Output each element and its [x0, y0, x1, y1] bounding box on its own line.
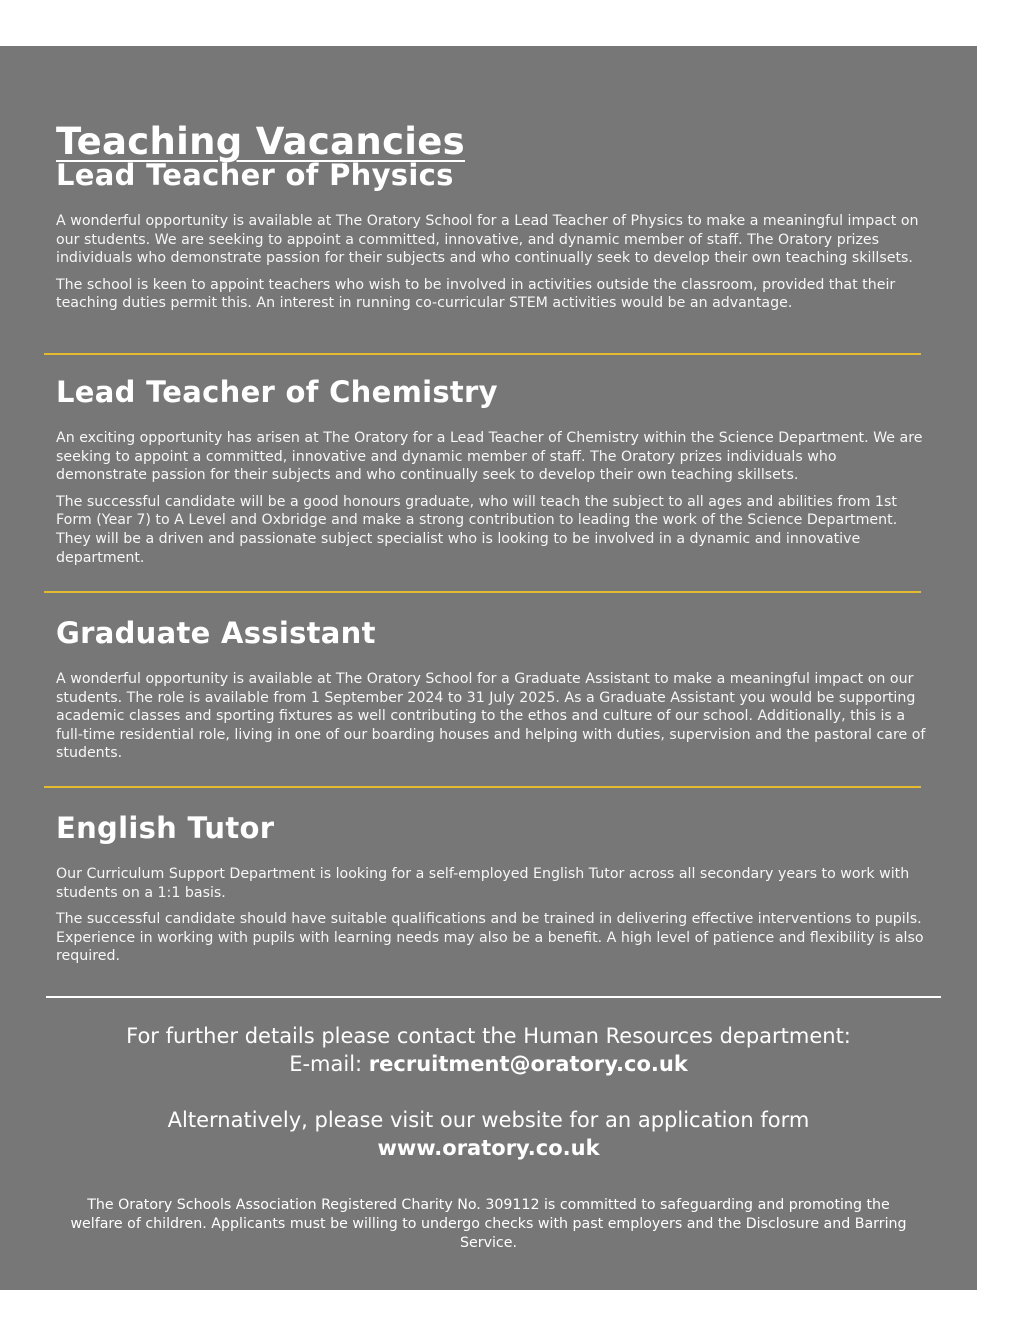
section-divider	[44, 786, 921, 788]
vacancy-paragraph: The successful candidate should have suitable qualifications and be trained in delivering effective interventions to pupils. Experience in working with pupils with learning needs may also be a benefit. A high level of patience and flexibility is also required.	[56, 911, 924, 965]
vacancy-paragraph: An exciting opportunity has arisen at The Oratory for a Lead Teacher of Chemistry within the Science Department. We are seeking to appoint a committed, innovative and dynamic member of staff. The Oratory prizes individuals who demonstrate passion for their subjects and who continually seek to develop their own teaching skillsets.	[56, 430, 923, 484]
website-link[interactable]: www.oratory.co.uk	[377, 1136, 600, 1160]
vacancies-panel	[0, 46, 977, 1290]
vacancy-physics	[56, 158, 926, 321]
vacancy-title: Lead Teacher of Physics	[56, 158, 454, 192]
contact-email-line	[0, 1050, 977, 1078]
website-intro: Alternatively, please visit our website for an application form	[167, 1108, 810, 1132]
email-link[interactable]: recruitment@oratory.co.uk	[368, 1052, 688, 1076]
contact-block	[0, 1022, 977, 1078]
section-divider	[44, 353, 921, 355]
vacancy-paragraph: Our Curriculum Support Department is looking for a self-employed English Tutor across all secondary years to work with students on a 1:1 basis.	[56, 866, 910, 901]
vacancy-title: Graduate Assistant	[56, 616, 376, 650]
charity-footer: The Oratory Schools Association Registered Charity No. 309112 is committed to safeguarding and promoting the welfare of children. Applicants must be willing to undergo checks with past employers and the Disclosure and Barring Service.	[70, 1197, 907, 1251]
vacancy-title: English Tutor	[56, 811, 275, 845]
vacancy-paragraph: The school is keen to appoint teachers who wish to be involved in activities outside the classroom, provided that their teaching duties permit this. An interest in running co-curricular STEM activities would be an advantage.	[56, 276, 896, 312]
vacancy-title: Lead Teacher of Chemistry	[56, 375, 498, 409]
vacancy-chemistry	[56, 375, 926, 575]
vacancy-english-tutor	[56, 811, 926, 974]
section-divider	[44, 591, 921, 593]
vacancy-paragraph: A wonderful opportunity is available at The Oratory School for a Graduate Assistant to make a meaningful impact on our students. The role is available from 1 September 2024 to 31 July 2025. As a Graduate Assistant you would be supporting academic classes and sporting fixtures as well contributing to the ethos and culture of our school. Additionally, this is a full-time residential role, living in one of our boarding houses and helping with duties, supervision and the pastoral care of students.	[56, 671, 926, 762]
vacancy-paragraph: A wonderful opportunity is available at The Oratory School for a Lead Teacher of Physics to make a meaningful impact on our students. We are seeking to appoint a committed, innovative, and dynamic member of staff. The Oratory prizes individuals who demonstrate passion for their subjects and who continually seek to develop their own teaching skillsets.	[56, 213, 919, 267]
vacancy-graduate-assistant	[56, 616, 926, 771]
vacancy-paragraph: The successful candidate will be a good honours graduate, who will teach the subject to all ages and abilities from 1st Form (Year 7) to A Level and Oxbridge and make a strong contribution to leading the work of the Science Department. They will be a driven and passionate subject specialist who is looking to be involved in a dynamic and innovative department.	[56, 493, 898, 566]
page-title: Teaching Vacancies	[56, 120, 466, 163]
email-label: E-mail:	[289, 1052, 369, 1076]
contact-divider	[46, 996, 941, 998]
contact-intro: For further details please contact the Human Resources department:	[126, 1024, 851, 1048]
website-block	[0, 1106, 977, 1162]
